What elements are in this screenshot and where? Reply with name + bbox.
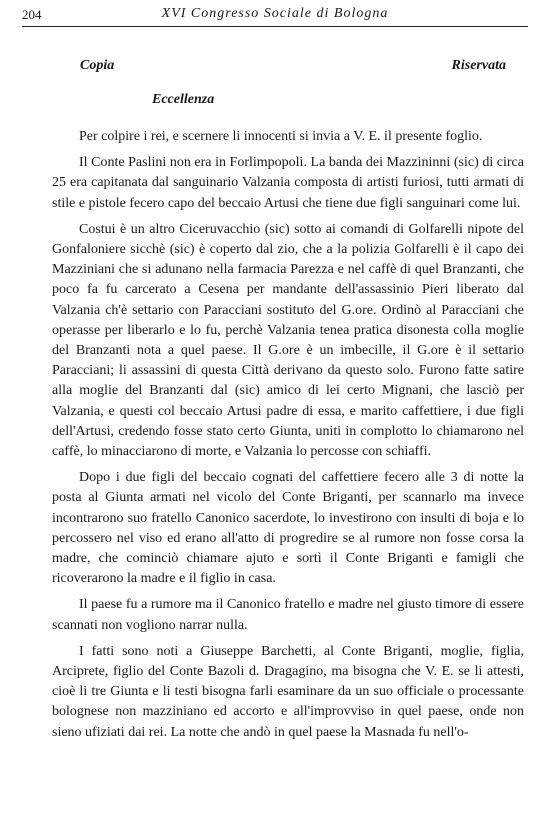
running-title: XVI Congresso Sociale di Bologna	[161, 6, 389, 21]
paragraph: Dopo i due figli del beccaio cognati del caffettiere fecero alle 3 di notte la posta al Giunta armati nel vicolo del Conte Briganti, per scannarlo ma invece incontrarono suo fratello Canonico sacerdote, lo investirono con insulti di boja e lo percossero nel viso ed erano all'atto di progredire se al rumore non fosse corsa la madre, che cominciò chiamare ajuto e sortì il Conte Briganti e famigli che ricoverarono la madre e il figlio in casa.	[52, 470, 524, 587]
paragraph: Costui è un altro Ciceruvacchio (sic) sotto ai comandi di Golfarelli nipote del Gonfaloniere sicchè (sic) è coperto dal zio, che a la polizia Golfarelli è il capo dei Mazziniani che si adunano nella farmacia Parezza e nel caffè di quel Branzanti, che poco fa fu carcerato a Cesena per mandante dell'assassinio Pieri liberato dal Valzania ch'è settario con Paracciani sostituto del G.ore. Ordinò al Paracciani che operasse per liberarlo e lo fu, perchè Valzania tenea pratica disonesta colla moglie del Branzanti nota a quel paese. Il G.ore è un imbecille, il G.ore è il settario Paracciani; li assassini di questa Città derivano da questo solo. Furono fatte satire alla moglie del Branzanti dal (sic) amico di lei certo Mignani, che lasciò per Valzania, e questi col beccaio Artusi padre di essa, e marito caffettiere, i due figli dell'Artusi, credendo fosse stato certo Giunta, uniti in complotto lo chiamarono nel caffè, lo minacciarono di morte, e Valzania lo percosse con schiaffi.	[52, 221, 524, 460]
letter-body	[52, 127, 524, 749]
paragraph: Il Conte Paslini non era in Forlimpopoli. La banda dei Mazzininni (sic) di circa 25 era capitanata dal sanguinario Valzania composta di artisti furiosi, tutti armati di stile e pistole fecero capo del beccaio Artusi che tiene due figli sanguinari come lui.	[52, 155, 524, 211]
salutation: Eccellenza	[152, 92, 215, 107]
copy-label: Copia	[80, 58, 115, 73]
paragraph: Il paese fu a rumore ma il Canonico fratello e madre nel giusto timore di essere scannati non vogliono narrar nulla.	[52, 597, 524, 633]
page-number: 204	[22, 7, 42, 22]
paragraph: Per colpire i rei, e scernere li innocenti si invia a V. E. il presente foglio.	[79, 129, 483, 144]
document-labels	[80, 58, 506, 78]
paragraph: I fatti sono noti a Giuseppe Barchetti, al Conte Briganti, moglie, figlia, Arciprete, figlio del Conte Bazoli d. Dragagino, ma bisogna che V. E. se li attesti, cioè li tre Giunta e li testi bisogna farli esaminare da un suo officiale o processante bolognese non mazziniano ed accorto e all'improvviso in quel paese, onde non sieno ufiziati dai rei. La notte che andò in quel paese la Masnada fu nell'o-	[52, 643, 524, 740]
confidential-label: Riservata	[451, 58, 506, 73]
running-head	[22, 6, 528, 27]
